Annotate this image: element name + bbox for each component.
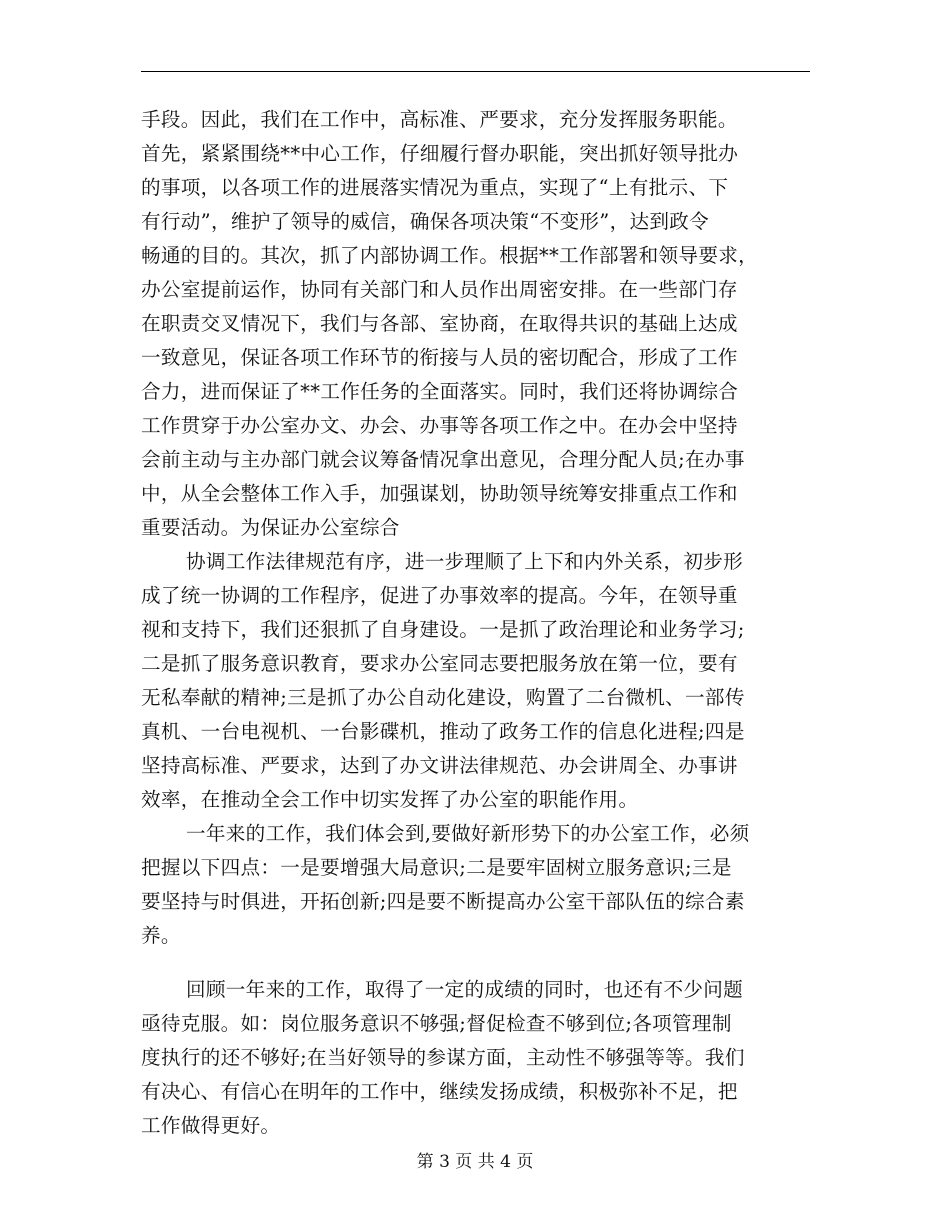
text-line: 有决心、有信心在明年的工作中，继续发扬成绩，积极弥补不足，把 [141,1080,738,1103]
text-line: 度执行的还不够好;在当好领导的参谋方面，主动性不够强等等。我们 [141,1046,745,1069]
text-line: 工作贯穿于办公室办文、办会、办事等各项工作之中。在办会中坚持 [141,414,738,437]
text-line: 把握以下四点：一是要增强大局意识;二是要牢固树立服务意识;三是 [141,856,732,879]
paragraph [141,817,810,953]
text-line: 养。 [141,924,181,947]
text-line: 手段。因此，我们在工作中，高标准、严要求，充分发挥服务职能。 [141,108,738,131]
text-line: 视和支持下，我们还狠抓了自身建设。一是抓了政治理论和业务学习; [141,618,745,641]
text-line: 的事项，以各项工作的进展落实情况为重点，实现了“上有批示、下 [141,176,729,199]
text-line: 一年来的工作，我们体会到,要做好新形势下的办公室工作，必须 [186,822,750,845]
text-line: 无私奉献的精神;三是抓了办公自动化建设，购置了二台微机、一部传 [141,686,745,709]
text-line: 会前主动与主办部门就会议筹备情况拿出意见，合理分配人员;在办事 [141,448,745,471]
text-line: 办公室提前运作，协同有关部门和人员作出周密安排。在一些部门存 [141,278,738,301]
text-line: 效率，在推动全会工作中切实发挥了办公室的职能作用。 [141,788,639,811]
text-line: 亟待克服。如：岗位服务意识不够强;督促检查不够到位;各项管理制 [141,1012,732,1035]
text-line: 回顾一年来的工作，取得了一定的成绩的同时，也还有不少问题 [186,978,744,1001]
text-line: 首先，紧紧围绕**中心工作，仔细履行督办职能，突出抓好领导批办 [141,142,739,165]
paragraph-gap [141,953,810,973]
text-line: 成了统一协调的工作程序，促进了办事效率的提高。今年，在领导重 [141,584,738,607]
text-line: 畅通的目的。其次，抓了内部协调工作。根据**工作部署和领导要求， [141,244,759,267]
text-line: 有行动”，维护了领导的威信，确保各项决策“不变形”，达到政令 [141,210,710,233]
document-body [141,103,810,1143]
text-line: 在职责交叉情况下，我们与各部、室协商，在取得共识的基础上达成 [141,312,738,335]
text-line: 协调工作法律规范有序，进一步理顺了上下和内外关系，初步形 [186,550,744,573]
header-rule [141,71,810,72]
text-line: 中，从全会整体工作入手，加强谋划，协助领导统筹安排重点工作和 [141,482,738,505]
paragraph [141,973,810,1143]
text-line: 二是抓了服务意识教育，要求办公室同志要把服务放在第一位，要有 [141,652,738,675]
text-line: 一致意见，保证各项工作环节的衔接与人员的密切配合，形成了工作 [141,346,738,369]
text-line: 真机、一台电视机、一台影碟机，推动了政务工作的信息化进程;四是 [141,720,745,743]
text-line: 合力，进而保证了**工作任务的全面落实。同时，我们还将协调综合 [141,380,739,403]
text-line: 工作做得更好。 [141,1114,281,1137]
text-line: 重要活动。为保证办公室综合 [141,516,400,539]
text-line: 要坚持与时俱进，开拓创新;四是要不断提高办公室干部队伍的综合素 [141,890,745,913]
page-number: 第 3 页 共 4 页 [416,1152,534,1172]
paragraph [141,103,810,545]
text-line: 坚持高标准、严要求，达到了办文讲法律规范、办会讲周全、办事讲 [141,754,738,777]
paragraph [141,545,810,817]
